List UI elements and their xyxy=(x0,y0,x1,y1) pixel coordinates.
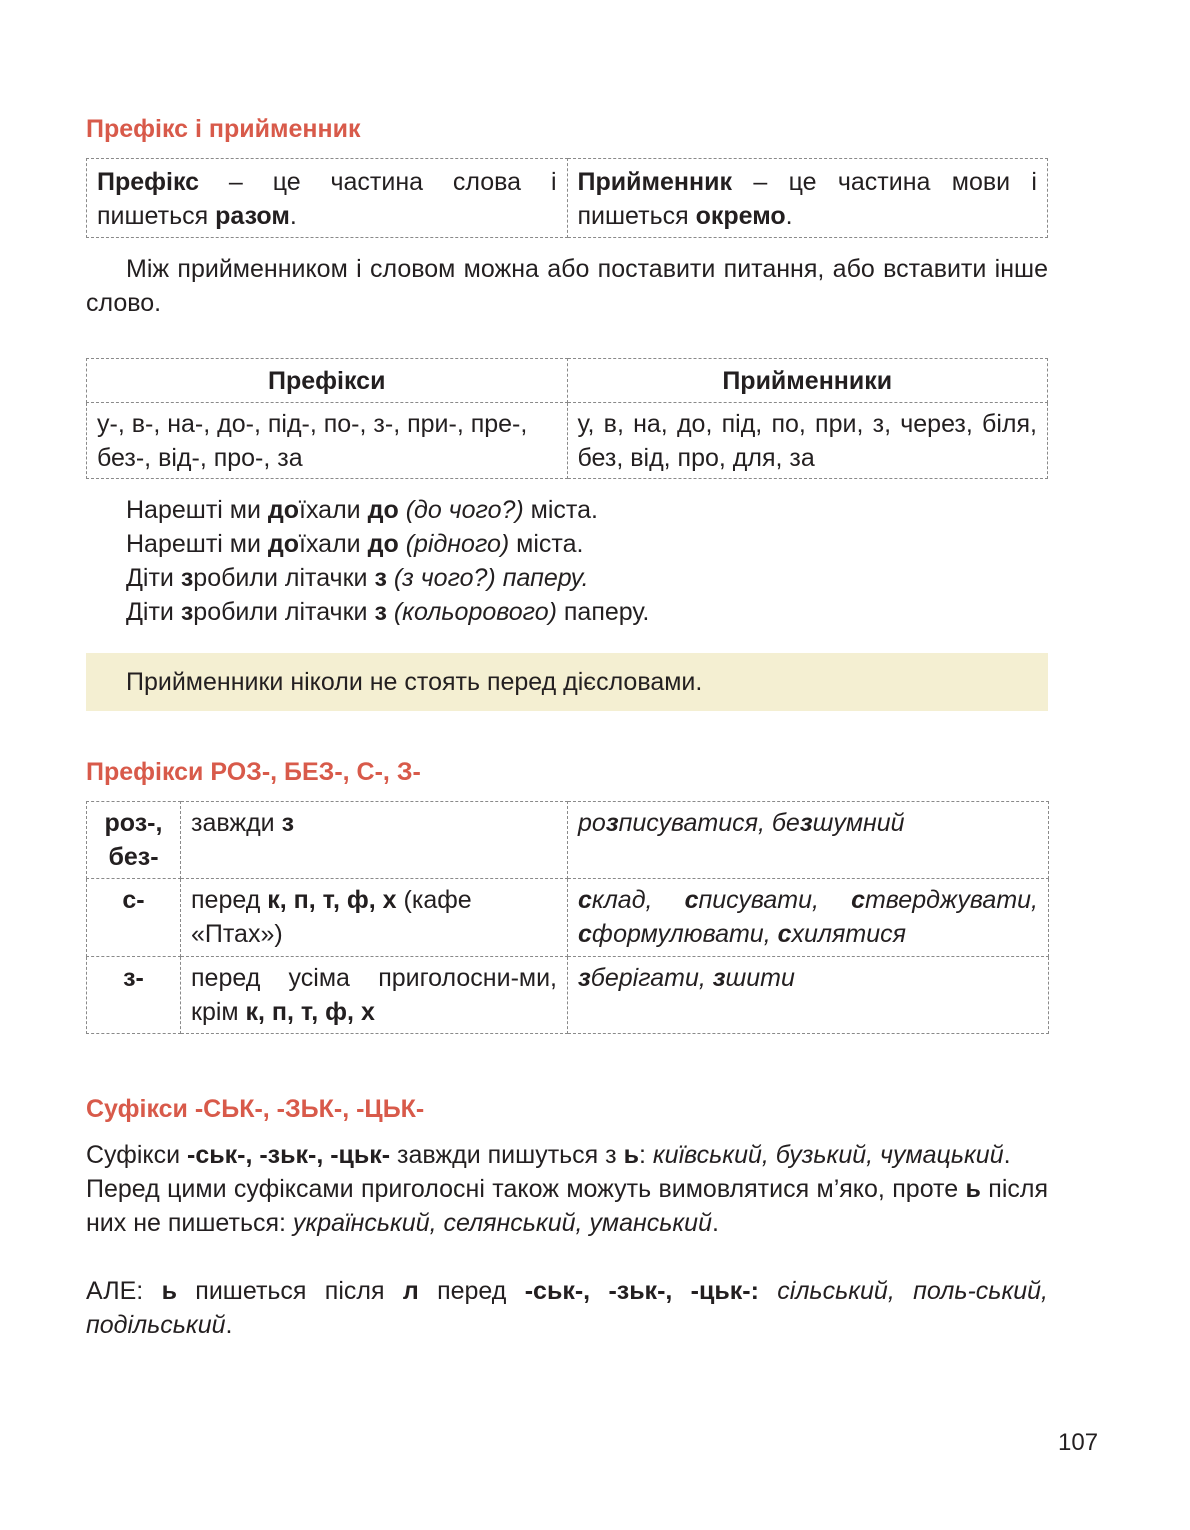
section-title-prefix-preposition: Префікс і прийменник xyxy=(86,115,361,143)
section-title-prefixes: Префікси РОЗ-, БЕЗ-, С-, З- xyxy=(86,758,421,786)
preposition-definition-cell: Прийменник – це частина мови і пишеться окремо. xyxy=(567,159,1048,238)
header-prefixes: Префікси xyxy=(87,359,568,403)
rule-paragraph: Між прийменником і словом можна або поставити питання, або вставити інше слово. xyxy=(86,255,1048,317)
examples-cell: зберігати, зшити xyxy=(568,957,1049,1034)
definition-table xyxy=(86,158,1048,238)
word-separately: окремо xyxy=(695,202,786,230)
prefix-rules-table xyxy=(86,801,1049,1034)
table-row xyxy=(87,957,1049,1034)
note-box: Прийменники ніколи не стоять перед дієсловами. xyxy=(86,653,1048,711)
prefix-cell: роз-, без- xyxy=(87,802,181,879)
page-content xyxy=(86,112,1048,1342)
term-preposition: Прийменник xyxy=(577,168,732,196)
examples-cell: склад, списувати, стверджувати, сформулювати, схилятися xyxy=(568,879,1049,957)
prefix-definition-cell: Префікс – це частина слова і пишеться разом. xyxy=(87,159,568,238)
word-together: разом xyxy=(215,202,290,230)
table-row xyxy=(87,879,1049,957)
rule-cell: завжди з xyxy=(181,802,568,879)
section-title-suffixes: Суфікси -СЬК-, -ЗЬК-, -ЦЬК- xyxy=(86,1095,425,1123)
prepositions-list: у, в, на, до, під, по, при, з, через, біля, без, від, про, для, за xyxy=(567,403,1048,479)
prefix-cell: с- xyxy=(87,879,181,957)
suffix-rules xyxy=(86,1138,1048,1342)
rule-cell: перед усіма приголосни-ми, крім к, п, т, ф, х xyxy=(181,957,568,1034)
table-row xyxy=(87,802,1049,879)
header-prepositions: Прийменники xyxy=(567,359,1048,403)
prefix-cell: з- xyxy=(87,957,181,1034)
examples-block xyxy=(86,493,1048,629)
prefixes-list: у-, в-, на-, до-, під-, по-, з-, при-, пре-, без-, від-, про-, за xyxy=(87,403,568,479)
example-line: Діти зробили літачки з (кольорового) паперу. xyxy=(126,598,650,626)
example-line: Діти зробили літачки з (з чого?) паперу. xyxy=(126,564,589,592)
suffix-paragraph-exception: АЛЕ: ь пишеться після л перед -ськ-, -зьк-, -цьк-: сільський, поль-ський, подільський. xyxy=(86,1277,1048,1339)
rule-cell: перед к, п, т, ф, х (кафе «Птах») xyxy=(181,879,568,957)
term-prefix: Префікс xyxy=(97,168,200,196)
example-line: Нарешті ми доїхали до (до чого?) міста. xyxy=(126,496,598,524)
page-number: 107 xyxy=(1058,1429,1099,1456)
suffix-paragraph-1: Суфікси -ськ-, -зьк-, -цьк- завжди пишуться з ь: київський, бузький, чумацький. xyxy=(86,1141,1011,1169)
example-line: Нарешті ми доїхали до (рідного) міста. xyxy=(126,530,584,558)
examples-cell: розписуватися, безшумний xyxy=(568,802,1049,879)
suffix-paragraph-2: Перед цими суфіксами приголосні також можуть вимовлятися м’яко, проте ь після них не пишеться: український, селянський, уманський. xyxy=(86,1175,1048,1237)
prefix-preposition-table xyxy=(86,358,1048,479)
